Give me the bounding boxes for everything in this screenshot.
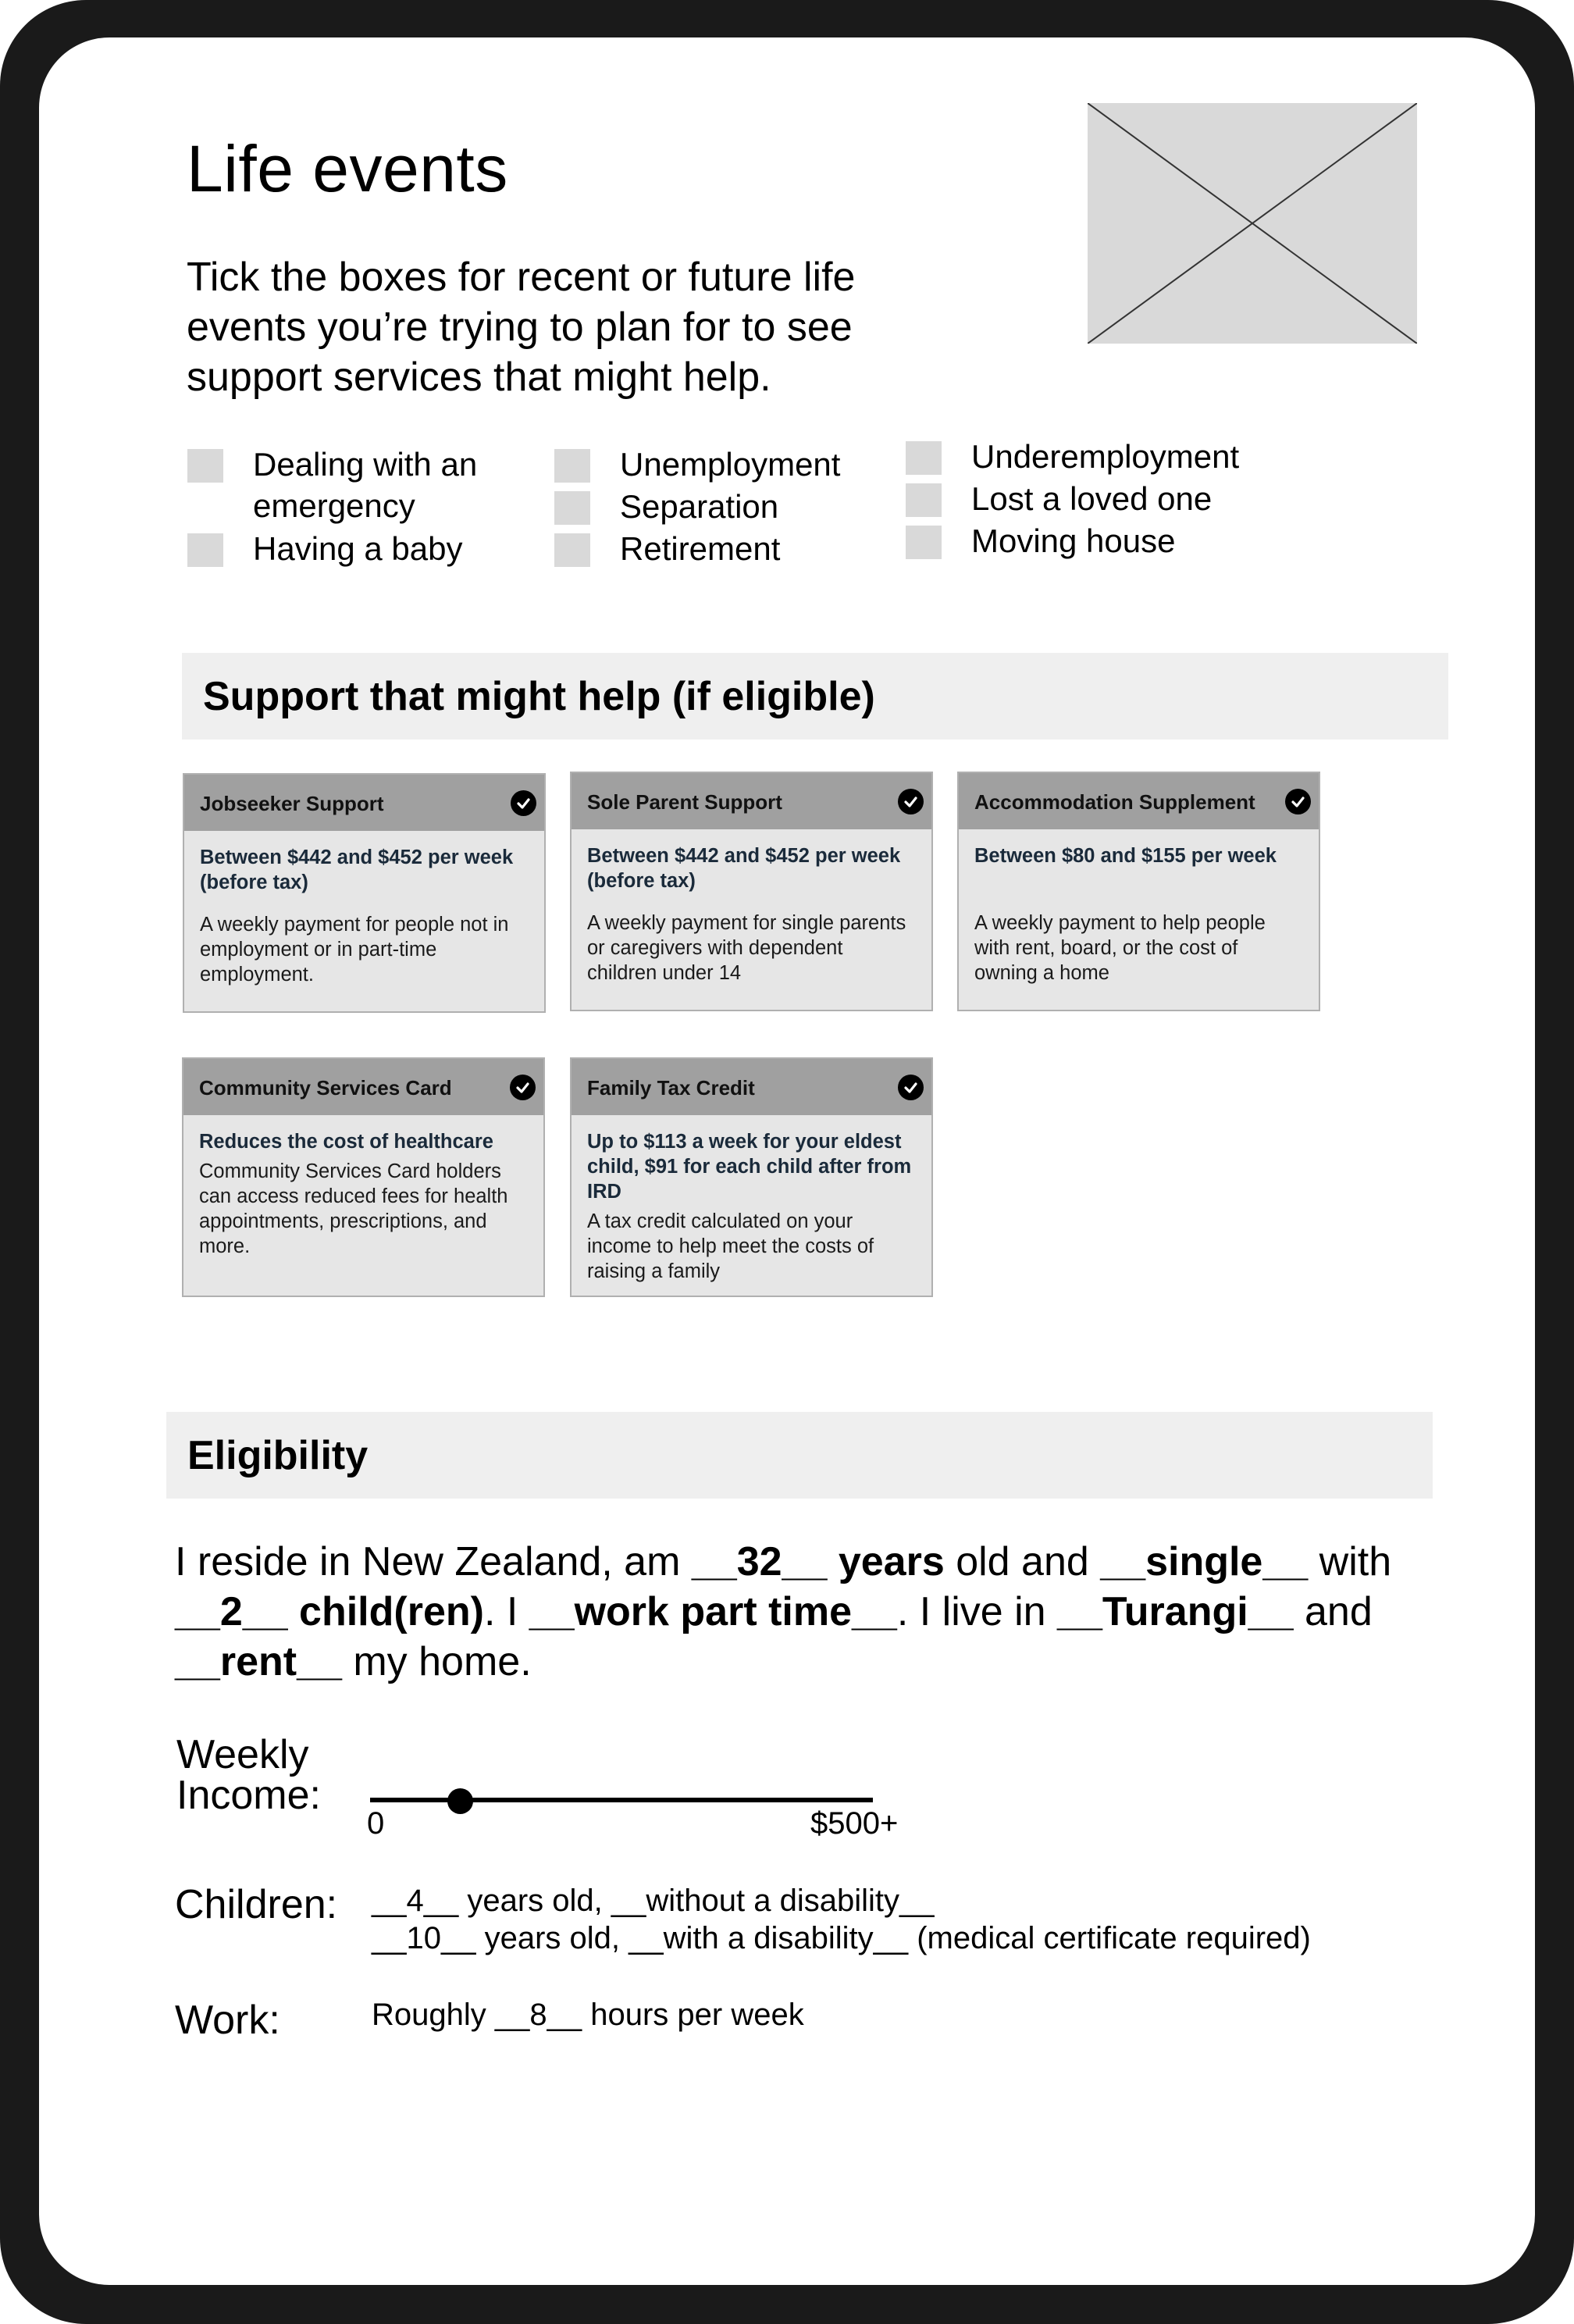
checkbox[interactable] — [187, 533, 223, 567]
life-event-retirement[interactable] — [554, 528, 780, 569]
location-field[interactable]: __Turangi__ — [1057, 1589, 1294, 1634]
life-event-label: Having a baby — [253, 530, 463, 567]
eligibility-sentence — [175, 1537, 1502, 1687]
support-card-family-tax-credit[interactable] — [570, 1057, 933, 1297]
card-amount: Between $80 and $155 per week — [974, 845, 1277, 867]
children-details — [372, 1882, 1311, 1957]
eligibility-heading: Eligibility — [187, 1433, 369, 1478]
children-count-field[interactable]: __2__ child(ren) — [175, 1589, 484, 1634]
income-min-label: 0 — [367, 1806, 385, 1841]
checkbox[interactable] — [187, 449, 223, 483]
check-circle-icon — [898, 1075, 924, 1100]
sentence-text: I reside in New Zealand, am — [175, 1539, 692, 1584]
age-field[interactable]: __32__ years — [691, 1539, 945, 1584]
life-event-label: Unemployment — [620, 446, 841, 483]
income-slider-thumb[interactable] — [447, 1788, 473, 1814]
life-event-label: Lost a loved one — [971, 480, 1213, 517]
sentence-text: and — [1293, 1589, 1373, 1634]
page-title: Life events — [187, 132, 508, 205]
life-event-underemployment[interactable] — [906, 436, 1239, 477]
checkbox[interactable] — [906, 526, 942, 559]
checkbox[interactable] — [906, 483, 942, 517]
check-circle-icon — [898, 789, 924, 814]
housing-field[interactable]: __rent__ — [175, 1639, 342, 1684]
life-event-baby[interactable] — [187, 528, 463, 569]
checkbox[interactable] — [554, 449, 590, 483]
card-title: Community Services Card — [199, 1076, 452, 1100]
support-card-community-services[interactable] — [182, 1057, 545, 1297]
check-circle-icon — [511, 790, 536, 816]
card-amount: Up to $113 a week for your eldest child, $91 for each child after from IRD — [587, 1131, 912, 1203]
life-event-separation[interactable] — [554, 486, 778, 527]
support-heading: Support that might help (if eligible) — [203, 674, 875, 719]
intro-text: Tick the boxes for recent or future life events you’re trying to plan for to see support services that might help. — [187, 255, 856, 400]
image-placeholder — [1088, 103, 1417, 344]
card-amount: Between $442 and $452 per week (before tax) — [587, 845, 901, 892]
support-card-accommodation[interactable] — [957, 772, 1320, 1011]
card-description: A weekly payment to help people with rent, board, or the cost of owning a home — [974, 912, 1266, 984]
children-label: Children: — [175, 1882, 338, 1927]
life-event-label: Underemployment — [971, 438, 1240, 475]
card-title: Sole Parent Support — [587, 790, 782, 814]
work-status-field[interactable]: __work part time__ — [529, 1589, 897, 1634]
income-label-line2: Income: — [176, 1773, 321, 1818]
eligibility-section-header — [166, 1412, 1433, 1499]
work-hours-field[interactable]: Roughly __8__ hours per week — [372, 1998, 804, 2032]
check-circle-icon — [510, 1075, 536, 1100]
life-event-lost-loved-one[interactable] — [906, 478, 1212, 519]
life-event-label: Separation — [620, 488, 779, 525]
child-entry[interactable]: __4__ years old, __without a disability__ — [372, 1884, 935, 1918]
checkbox[interactable] — [906, 441, 942, 475]
card-amount: Between $442 and $452 per week (before tax) — [200, 847, 514, 893]
life-event-label: Retirement — [620, 530, 781, 567]
check-circle-icon — [1285, 789, 1311, 814]
card-description: A weekly payment for single parents or caregivers with dependent children under 14 — [587, 912, 906, 984]
support-card-sole-parent[interactable] — [570, 772, 933, 1011]
support-card-jobseeker[interactable] — [183, 773, 546, 1013]
card-description: A weekly payment for people not in employment or in part-time employment. — [200, 914, 509, 986]
life-event-label: Moving house — [971, 522, 1176, 559]
card-description: Community Services Card holders can access reduced fees for health appointments, prescriptions, and more. — [199, 1160, 508, 1257]
card-title: Accommodation Supplement — [974, 790, 1255, 814]
image-placeholder-icon — [1088, 103, 1417, 344]
income-label — [176, 1732, 321, 1818]
checkbox[interactable] — [554, 491, 590, 525]
checkbox[interactable] — [554, 533, 590, 567]
work-label: Work: — [175, 1998, 280, 2043]
sentence-text: . I live in — [896, 1589, 1058, 1634]
child-entry[interactable]: __10__ years old, __with a disability__ (medical certificate required) — [372, 1921, 1311, 1955]
life-event-label: Dealing with an emergency — [253, 446, 478, 524]
card-description: A tax credit calculated on your income to help meet the costs of raising a family — [587, 1210, 874, 1282]
screen — [39, 37, 1535, 2285]
card-title: Jobseeker Support — [200, 792, 384, 815]
card-title: Family Tax Credit — [587, 1076, 755, 1100]
income-max-label: $500+ — [810, 1806, 899, 1841]
relationship-status-field[interactable]: __single__ — [1100, 1539, 1309, 1584]
life-event-unemployment[interactable] — [554, 444, 840, 485]
card-amount: Reduces the cost of healthcare — [199, 1131, 493, 1153]
life-event-emergency[interactable] — [187, 444, 534, 526]
life-event-moving-house[interactable] — [906, 520, 1176, 561]
sentence-text: with — [1308, 1539, 1392, 1584]
support-section-header — [182, 653, 1448, 740]
sentence-text: . I — [483, 1589, 529, 1634]
sentence-text: my home. — [341, 1639, 532, 1684]
income-label-line1: Weekly — [176, 1732, 309, 1777]
income-slider-track[interactable] — [370, 1798, 873, 1802]
sentence-text: old and — [944, 1539, 1101, 1584]
